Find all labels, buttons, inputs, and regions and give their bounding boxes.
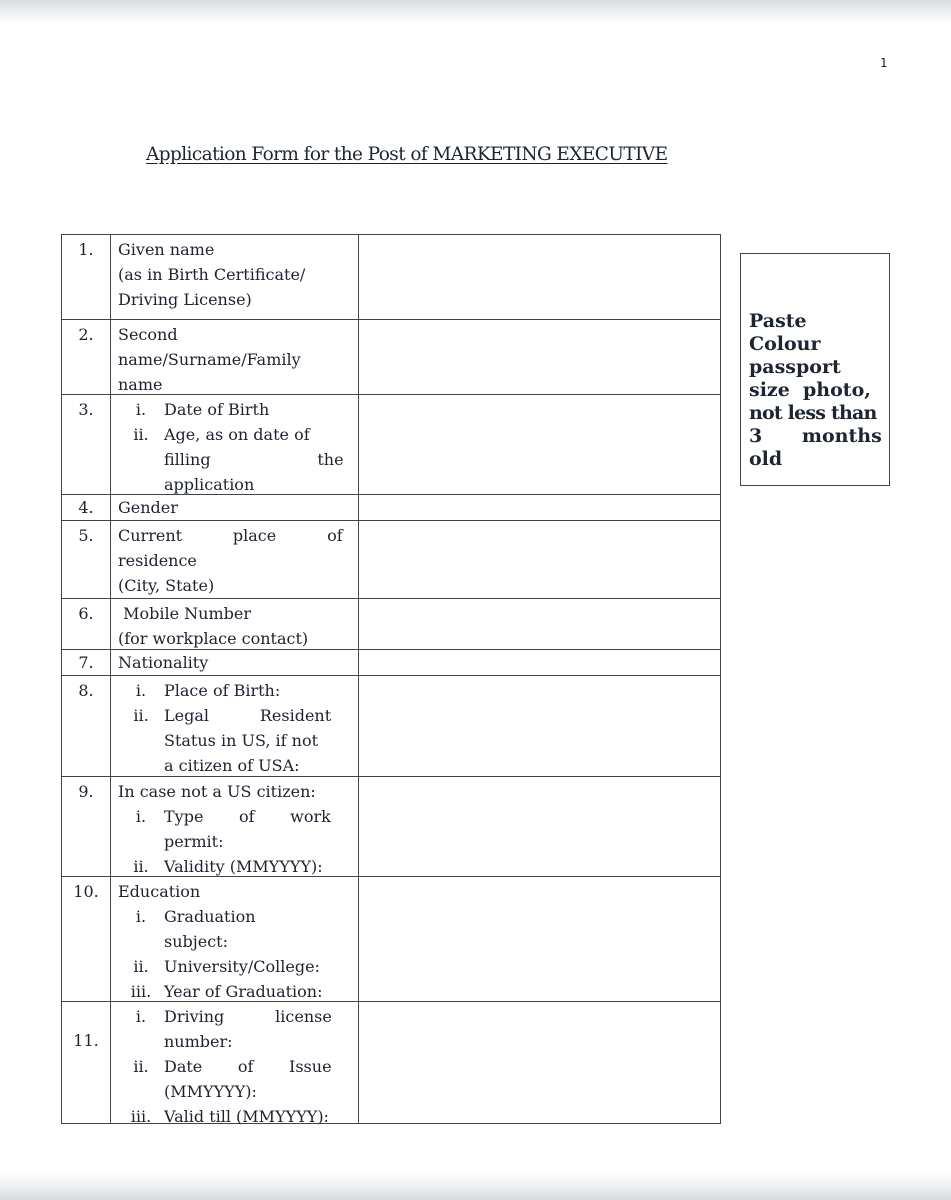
sub-item: i. Graduation subject: [135, 907, 256, 951]
sub-item: iii. Year of Graduation: [130, 982, 323, 1001]
scan-shadow-bottom [0, 1172, 951, 1200]
row-label [110, 395, 350, 497]
row-label: Current place of residence (City, State) [118, 526, 343, 595]
passport-photo-box [740, 253, 890, 486]
row-number: 5. [78, 526, 94, 545]
row-label: Mobile Number (for workplace contact) [118, 604, 309, 648]
sub-item: ii. Validity (MMYYYY): [133, 857, 323, 876]
row-label [110, 676, 350, 778]
row-number: 3. [78, 400, 94, 419]
sub-item: i. Type of work permit: [135, 807, 331, 851]
row-label: Education i. Graduation subject: ii. University/College: iii. Year of Graduation: [110, 877, 350, 1004]
form-row-driving-license [62, 1001, 720, 1125]
sub-item: i. Driving license number: [135, 1007, 332, 1051]
photo-instructions: Paste Colour passport size photo, not less than 3 months old [749, 310, 882, 470]
scan-shadow-top [0, 0, 951, 24]
application-form-table [61, 234, 721, 1124]
form-row-given-name [62, 235, 720, 319]
row-number: 4. [78, 498, 94, 517]
form-row-work-permit [62, 776, 720, 876]
row-label [110, 1002, 350, 1129]
form-row-surname [62, 319, 720, 394]
row-number: 1. [78, 240, 94, 259]
row-label: Gender [118, 498, 178, 517]
page-number: 1 [880, 56, 888, 70]
form-row-place-of-birth [62, 675, 720, 776]
row-number: 9. [78, 782, 94, 801]
row-label: Nationality [118, 653, 209, 672]
form-row-nationality [62, 649, 720, 675]
sub-item: iii. Valid till (MMYYYY): [130, 1107, 329, 1126]
form-row-mobile [62, 598, 720, 649]
form-row-education [62, 876, 720, 1001]
row-label: Given name (as in Birth Certificate/ Driving License) [118, 235, 350, 312]
sub-item: ii. Age, as on date of filling the application [133, 425, 344, 494]
row-label: In case not a US citizen: i. Type of work permit: ii. Validity (MMYYYY): [110, 777, 350, 879]
form-row-date-of-birth [62, 394, 720, 494]
label-line: (as in Birth Certificate/ [118, 265, 306, 284]
sub-item: ii. Date of Issue (MMYYYY): [133, 1057, 332, 1101]
row-number: 7. [78, 653, 94, 672]
sub-item: ii. University/College: [133, 957, 320, 976]
row-number: 6. [78, 604, 94, 623]
sub-item: ii. Legal Resident Status in US, if not a citizen of USA: [133, 706, 332, 775]
form-title: Application Form for the Post of MARKETING EXECUTIVE [146, 144, 668, 165]
form-row-gender [62, 494, 720, 520]
row-label: Second name/Surname/Family name [118, 325, 301, 394]
row-number: 2. [78, 325, 94, 344]
sub-item: i. Date of Birth [135, 400, 270, 419]
row-number: 8. [78, 681, 94, 700]
row-number: 11. [73, 1031, 99, 1050]
sub-item: i. Place of Birth: [135, 681, 281, 700]
row-number: 10. [73, 882, 99, 901]
form-row-residence [62, 520, 720, 598]
